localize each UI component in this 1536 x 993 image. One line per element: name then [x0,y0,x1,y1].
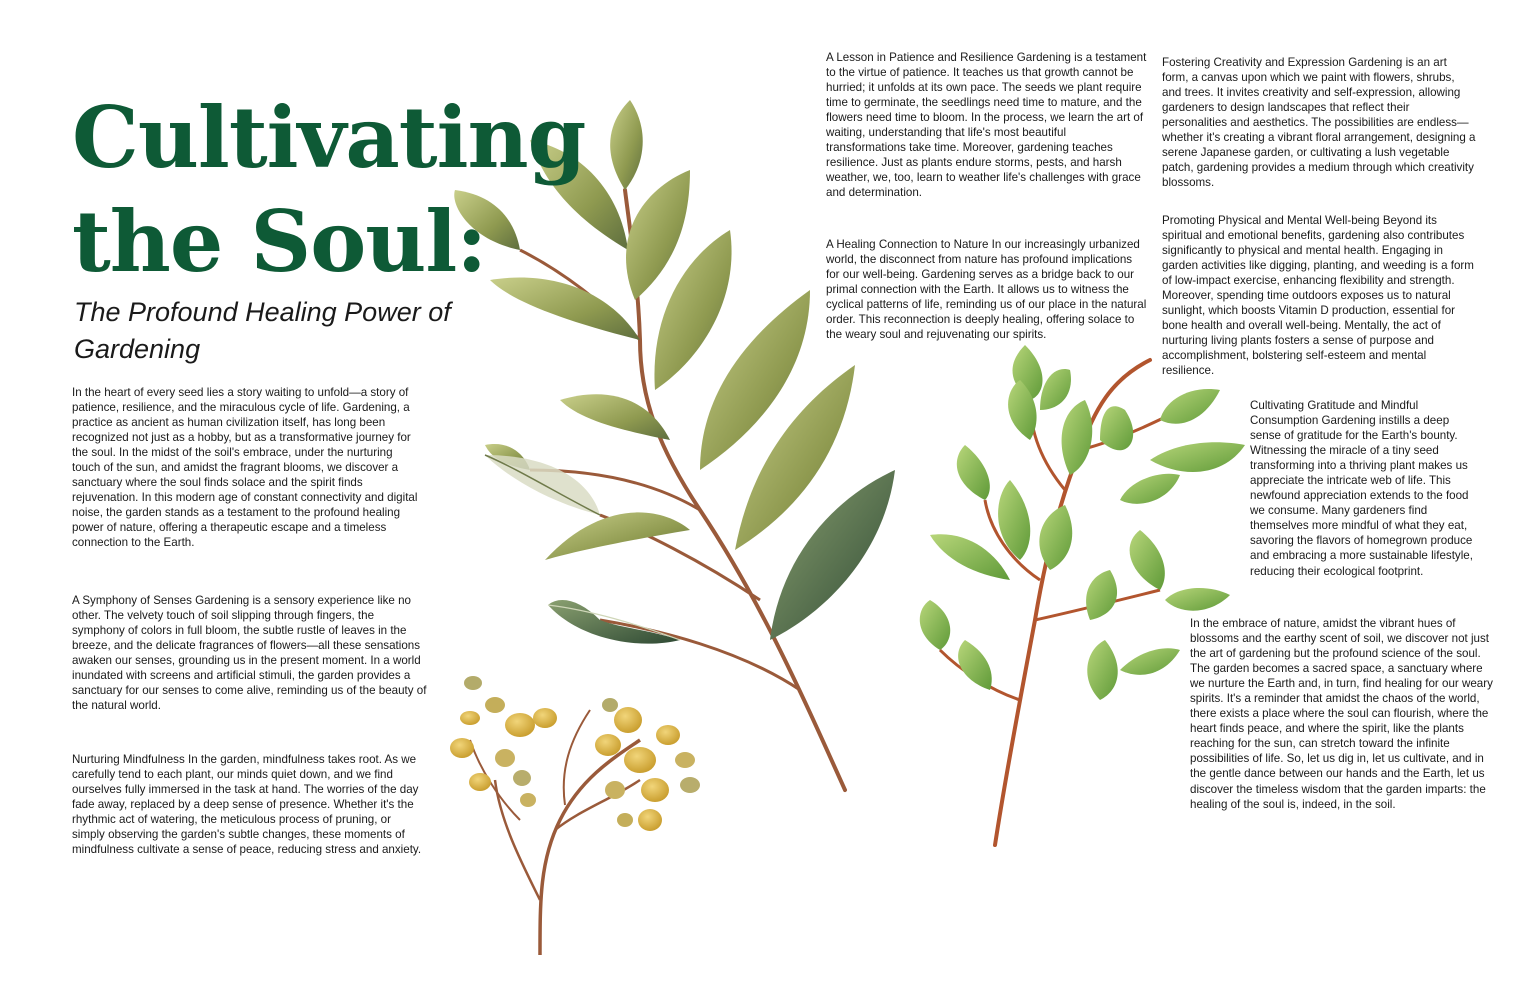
patience-paragraph: A Lesson in Patience and Resilience Gardening is a testament to the virtue of patience. It teaches us that growth cannot be hurried; it unfolds at its own pace. The seeds we plant require time to germinate, the seedlings need time to mature, and the flowers need time to bloom. In the process, we learn the art of waiting, understanding that life's most beautiful transformations take time. Moreover, gardening teaches resilience. Just as plants endure storms, pests, and harsh weather, we, too, learn to weather life's challenges with grace and determination. [826,51,1147,200]
yellow-flower-sprig-illustration [450,676,700,955]
healing-connection-paragraph: A Healing Connection to Nature In our increasingly urbanized world, the disconnect from nature has profound implications for our well-being. Gardening serves as a bridge back to our primal connection with the Earth. It allows us to witness the cyclical patterns of life, reminding us of our place in the natural order. This reconnection is deeply healing, offering solace to the weary soul and rejuvenating our spirits. [826,238,1147,342]
creativity-paragraph: Fostering Creativity and Expression Gardening is an art form, a canvas upon which we paint with flowers, shrubs, and trees. It invites creativity and self-expression, allowing gardeners to design landscapes that reflect their personalities and aesthetics. The possibilities are endless—whether it's creating a vibrant floral arrangement, designing a serene Japanese garden, or cultivating a lush vegetable patch, gardening provides a medium through which creativity blossoms. [1162,56,1476,190]
article-title [72,86,592,294]
conclusion-paragraph: In the embrace of nature, amidst the vibrant hues of blossoms and the earthy scent of soil, we discover not just the art of gardening but the profound science of the soul. The garden becomes a sacred space, a sanctuary where we nurture the Earth and, in turn, find healing for our weary spirits. It's a reminder that amidst the chaos of the world, there exists a place where the soul can flourish, where the heart finds peace, and where the spirit, like the plants reaching for the sun, can stretch toward the infinite possibilities of life. So, let us dig in, let us cultivate, and in the gentle dance between our hands and the Earth, let us discover the timeless wisdom that the garden imparts: the healing of the soul is, indeed, in the soil. [1190,617,1493,811]
senses-paragraph: A Symphony of Senses Gardening is a sensory experience like no other. The velvety touch of soil slipping through fingers, the symphony of colors in full bloom, the subtle rustle of leaves in the breeze, and the delicate fragrances of flowers—all these sensations awaken our senses, grounding us in the present moment. In a world inundated with screens and artificial stimuli, the garden provides a sanctuary for our senses to come alive, reminding us of the beauty of the natural world. [72,594,427,713]
mindfulness-paragraph: Nurturing Mindfulness In the garden, mindfulness takes root. As we carefully tend to each plant, our minds quiet down, and we find ourselves fully immersed in the task at hand. The worries of the day fade away, replaced by a deep sense of presence. Whether it's the rhythmic act of watering, the meticulous process of pruning, or simply observing the garden's subtle changes, these moments of mindfulness cultivate a sense of peace, reducing stress and anxiety. [72,753,422,857]
intro-paragraph: In the heart of every seed lies a story waiting to unfold—a story of patience, resilience, and the miraculous cycle of life. Gardening, a practice as ancient as human civilization itself, has long been recognized not just as a hobby, but as a transformative journey for the soul. In the midst of the soil's embrace, under the nurturing touch of the sun, and amidst the fragrant blooms, we discover a sanctuary where the soul finds solace and the spirit finds rejuvenation. In this modern age of constant connectivity and digital noise, the garden stands as a testament to the profound healing power of nature, offering a therapeutic escape and a timeless connection to the Earth. [72,386,418,550]
title-line-2: the Soul: [72,192,487,291]
title-line-1: Cultivating [72,88,586,187]
article-subtitle: The Profound Healing Power of Gardening [74,297,451,364]
wellbeing-paragraph: Promoting Physical and Mental Well-being Beyond its spiritual and emotional benefits, gardening also contributes significantly to physical and mental health. Engaging in garden activities like digging, planting, and weeding is a form of low-impact exercise, enhancing flexibility and strength. Moreover, spending time outdoors exposes us to natural sunlight, which boosts Vitamin D production, essential for bone health and overall well-being. Mentally, the act of nurturing living plants fosters a sense of purpose and accomplishment, bolstering self-esteem and mental resilience. [1162,214,1474,378]
gratitude-paragraph: Cultivating Gratitude and Mindful Consumption Gardening instills a deep sense of gratitude for the Earth's bounty. Witnessing the miracle of a tiny seed transforming into a thriving plant makes us appreciate the intricate web of life. This newfound appreciation extends to the food we consume. Many gardeners find themselves more mindful of what they eat, savoring the flavors of homegrown produce and embracing a more sustainable lifestyle, reducing their ecological footprint. [1250,399,1473,578]
